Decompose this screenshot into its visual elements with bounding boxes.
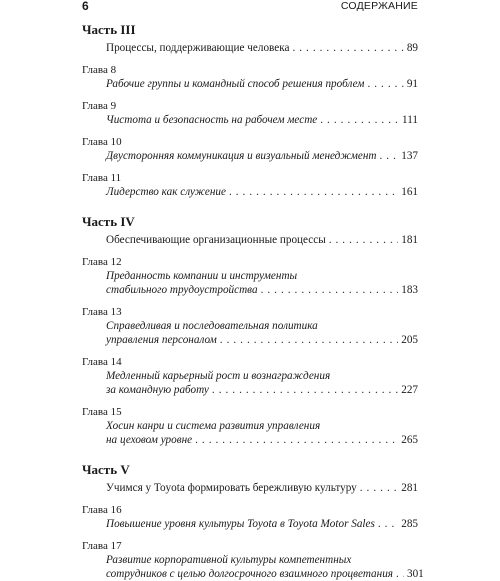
page-ref: 301 [406,568,424,580]
page-ref: 281 [401,482,418,494]
chapter-entry [82,113,418,127]
chapter-title-text: Повышение уровня культуры Toyota в Toyota Motor Sales [106,518,375,530]
chapter-label: Глава 11 [82,172,122,184]
chapter-title-line [106,553,418,567]
chapter-label: Глава 14 [82,356,122,368]
chapter-title-text: управления персоналом [106,334,217,346]
chapter-title-text: Справедливая и последовательная политика [106,320,318,332]
chapter-title-text: Лидерство как служение [106,186,226,198]
chapter-entry [82,553,424,581]
page-ref: 161 [401,186,418,198]
dot-leader [212,383,398,397]
part-entry [82,41,418,55]
dot-leader [292,41,403,55]
chapter-title-line [106,185,418,199]
chapter-title-text: Чистота и безопасность на рабочем месте [106,114,318,126]
page-ref: 205 [401,334,418,346]
dot-leader [320,113,399,127]
chapter-entry [82,185,418,199]
page-header [82,0,418,14]
chapter-title-line [106,283,418,297]
dot-leader [195,433,398,447]
chapter-title-line [106,517,418,531]
page-ref: 91 [406,78,418,90]
chapter-title-line [106,269,418,283]
toc-part [82,22,418,199]
dot-leader [229,185,398,199]
dot-leader [379,149,398,163]
page-ref: 285 [401,518,418,530]
table-of-contents [82,22,424,581]
dot-leader [220,333,398,347]
chapter-title-text: Хосин канри и система развития управления [106,420,321,432]
dot-leader [367,77,403,91]
page-ref: 265 [401,434,418,446]
part-heading: Часть III [82,22,136,37]
chapter-title-line [106,77,418,91]
chapter-label: Глава 17 [82,540,122,552]
chapter-label: Глава 8 [82,64,117,76]
dot-leader [396,567,404,581]
part-entry-line [106,41,418,55]
chapter-label: Глава 16 [82,504,122,516]
page-ref: 183 [401,284,418,296]
part-entry-text: Процессы, поддерживающие человека [106,42,290,54]
chapter-title-text: Медленный карьерный рост и вознаграждения [106,370,331,382]
part-entry-line [106,481,418,495]
page-number: 6 [82,0,89,13]
chapter-entry [82,419,418,447]
chapter-title-line [106,419,418,433]
chapter-title-text: сотрудников с целью долгосрочного взаимного процветания [106,568,393,580]
chapter-entry [82,77,418,91]
chapter-entry [82,369,418,397]
chapter-title-line [106,433,418,447]
chapter-title-text: Преданность компании и инструменты [106,270,298,282]
part-entry-text: Учимся у Toyota формировать бережливую культуру [106,482,357,494]
chapter-title-line [106,113,418,127]
part-heading: Часть IV [82,214,135,229]
chapter-entry [82,319,418,347]
part-entry [82,233,418,247]
dot-leader [261,283,399,297]
chapter-label: Глава 10 [82,136,122,148]
running-head: СОДЕРЖАНИЕ [340,0,418,12]
chapter-title-line [106,149,418,163]
chapter-title-text: Двусторонняя коммуникация и визуальный менеджмент [106,150,377,162]
chapter-label: Глава 12 [82,256,122,268]
chapter-title-line [106,333,418,347]
dot-leader [360,481,398,495]
page-ref: 89 [406,42,418,54]
chapter-label: Глава 15 [82,406,122,418]
chapter-title-line [106,383,418,397]
page-ref: 137 [401,150,418,162]
chapter-title-line [106,319,418,333]
chapter-title-text: стабильного трудоустройства [106,284,258,296]
page-ref: 227 [401,384,418,396]
page-ref: 111 [402,114,418,126]
dot-leader [378,517,398,531]
chapter-label: Глава 9 [82,100,117,112]
chapter-entry [82,149,418,163]
part-heading: Часть V [82,462,130,477]
chapter-title-text: за командную работу [106,384,209,396]
page-ref: 181 [401,234,418,246]
chapter-title-line [106,369,418,383]
toc-part [82,462,424,581]
toc-part [82,214,418,447]
part-entry [82,481,418,495]
part-entry-line [106,233,418,247]
dot-leader [329,233,399,247]
part-entry-text: Обеспечивающие организационные процессы [106,234,326,246]
chapter-title-text: Развитие корпоративной культуры компетентных [106,554,352,566]
chapter-title-line [106,567,424,581]
chapter-label: Глава 13 [82,306,122,318]
chapter-entry [82,517,418,531]
chapter-title-text: Рабочие группы и командный способ решения проблем [106,78,365,90]
chapter-title-text: на цеховом уровне [106,434,193,446]
chapter-entry [82,269,418,297]
